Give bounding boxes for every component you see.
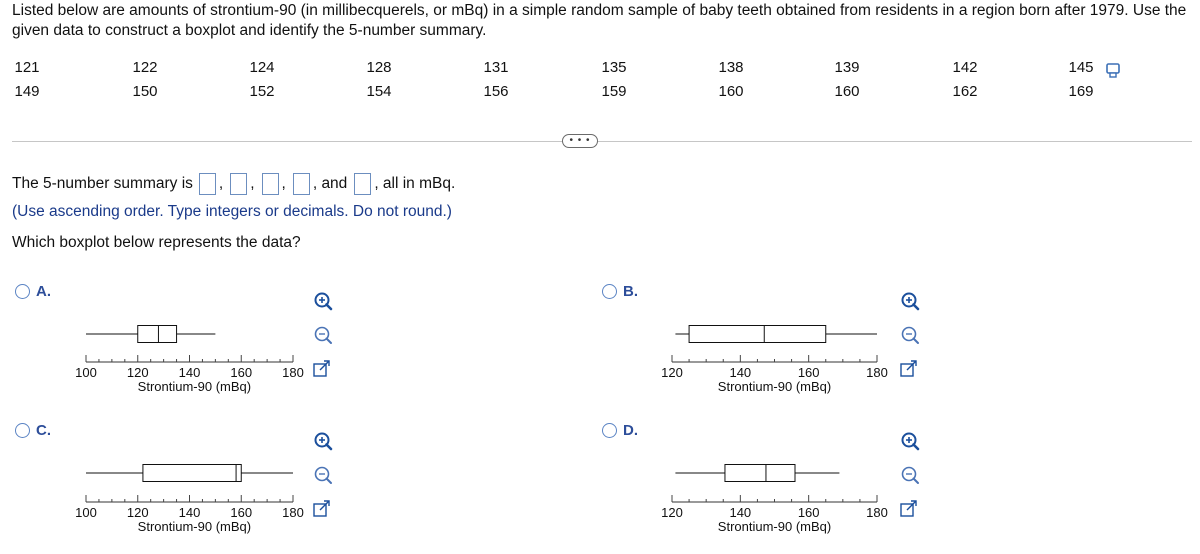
data-cell: 162 bbox=[952, 83, 978, 100]
summary-suffix: , all in mBq. bbox=[374, 175, 456, 192]
tick-label: 140 bbox=[729, 365, 752, 380]
tick-label: 160 bbox=[797, 505, 820, 520]
tick-label: 120 bbox=[661, 505, 683, 520]
data-cell: 124 bbox=[249, 59, 275, 76]
axis-label: Strontium-90 (mBq) bbox=[717, 379, 832, 394]
iqr-box bbox=[689, 326, 826, 343]
open-window-arrow bbox=[907, 501, 916, 510]
tick-label: 160 bbox=[797, 365, 820, 380]
data-cell: 121 bbox=[14, 59, 40, 76]
data-cell: 128 bbox=[366, 59, 392, 76]
data-cell: 138 bbox=[718, 59, 744, 76]
open-window-arrow bbox=[320, 361, 329, 370]
tick-label: 160 bbox=[230, 505, 253, 520]
comma: , bbox=[281, 175, 286, 192]
tick-label: 140 bbox=[178, 505, 201, 520]
tick-label: 180 bbox=[282, 505, 304, 520]
zoom-in-handle bbox=[914, 305, 919, 310]
zoom-out-handle bbox=[914, 479, 919, 484]
expand-more-button[interactable]: • • • bbox=[562, 134, 598, 148]
data-cell: 150 bbox=[132, 83, 158, 100]
axis-label: Strontium-90 (mBq) bbox=[137, 379, 252, 394]
option-d-label: D. bbox=[623, 422, 638, 439]
iqr-box bbox=[725, 465, 795, 482]
tick-label: 140 bbox=[178, 365, 201, 380]
zoom-out-handle bbox=[914, 339, 919, 344]
iqr-box bbox=[138, 326, 177, 343]
data-cell: 156 bbox=[483, 83, 509, 100]
data-cell: 160 bbox=[718, 83, 744, 100]
zoom-in-handle bbox=[327, 305, 332, 310]
data-cell: 160 bbox=[834, 83, 860, 100]
tick-label: 140 bbox=[729, 505, 752, 520]
tick-label: 180 bbox=[866, 365, 888, 380]
zoom-in-handle bbox=[914, 445, 919, 450]
comma: , bbox=[250, 175, 255, 192]
option-c-label: C. bbox=[36, 422, 51, 439]
axis-label: Strontium-90 (mBq) bbox=[137, 519, 252, 534]
data-cell: 169 bbox=[1068, 83, 1094, 100]
which-question: Which boxplot below represents the data? bbox=[12, 234, 301, 251]
tick-label: 180 bbox=[282, 365, 304, 380]
tick-label: 120 bbox=[126, 505, 149, 520]
zoom-in-handle bbox=[327, 445, 332, 450]
axis-label: Strontium-90 (mBq) bbox=[717, 519, 832, 534]
data-cell: 135 bbox=[601, 59, 627, 76]
iqr-box bbox=[143, 465, 241, 482]
comma: , bbox=[218, 175, 224, 192]
data-cell: 142 bbox=[952, 59, 978, 76]
tick-label: 160 bbox=[230, 365, 253, 380]
zoom-out-handle bbox=[327, 339, 332, 344]
open-window-arrow bbox=[907, 361, 916, 370]
option-b-label: B. bbox=[623, 283, 638, 300]
tick-label: 100 bbox=[75, 365, 97, 380]
instruction-text: (Use ascending order. Type integers or decimals. Do not round.) bbox=[12, 203, 452, 220]
data-cell: 139 bbox=[834, 59, 860, 76]
open-window-arrow bbox=[320, 501, 329, 510]
tick-label: 100 bbox=[75, 505, 97, 520]
data-cell: 154 bbox=[366, 83, 392, 100]
data-cell: 152 bbox=[249, 83, 275, 100]
data-cell: 131 bbox=[483, 59, 509, 76]
option-a-label: A. bbox=[36, 283, 51, 300]
question-text: Listed below are amounts of strontium-90 (in millibecquerels, or mBq) in a simple random sample of baby teeth obtained from residents in a region born after 1979. Use the given data to construct a boxplot and identify the 5-number summary. bbox=[12, 2, 1187, 39]
data-cell: 159 bbox=[601, 83, 627, 100]
tick-label: 120 bbox=[661, 365, 683, 380]
summary-prefix: The 5-number summary is bbox=[12, 175, 193, 192]
tick-label: 120 bbox=[126, 365, 149, 380]
data-cell: 149 bbox=[14, 83, 40, 100]
zoom-out-handle bbox=[327, 479, 332, 484]
data-cell: 145 bbox=[1068, 59, 1094, 76]
data-cell: 122 bbox=[132, 59, 158, 76]
tick-label: 180 bbox=[866, 505, 888, 520]
and-text: , and bbox=[312, 175, 348, 192]
